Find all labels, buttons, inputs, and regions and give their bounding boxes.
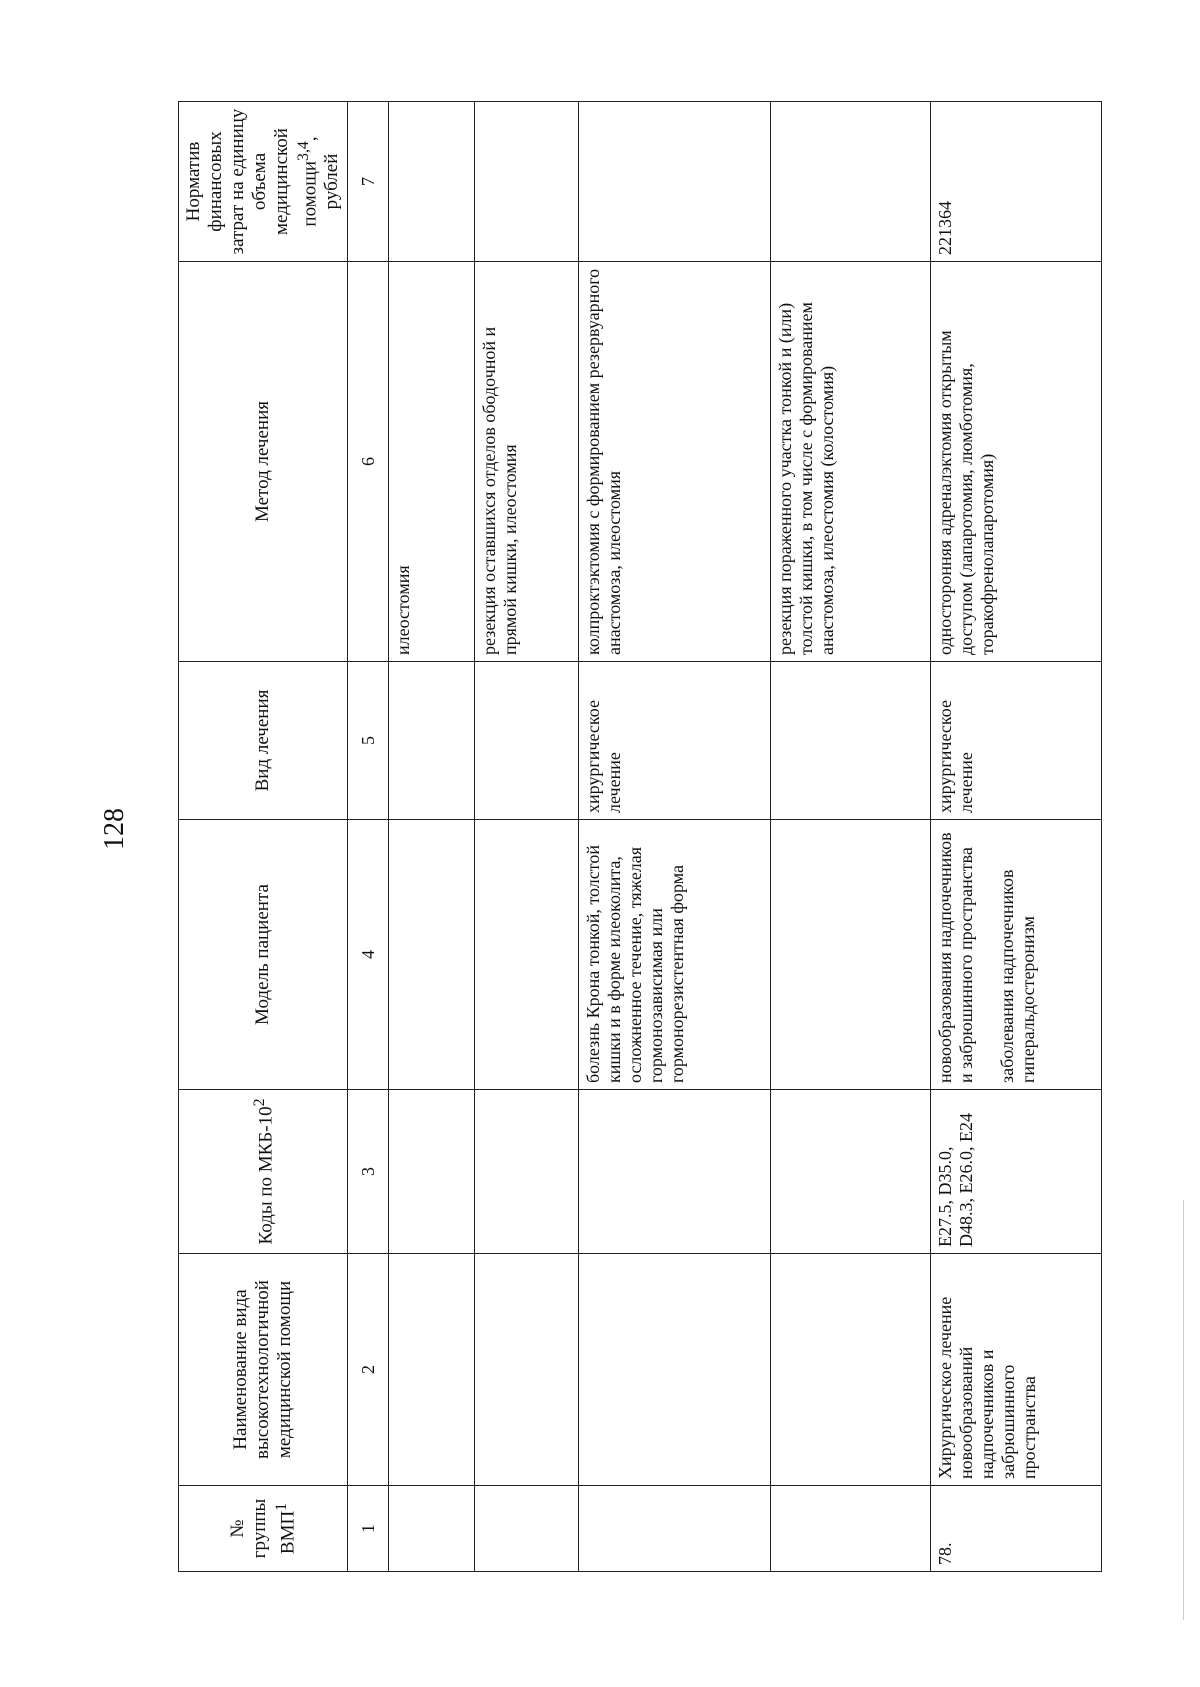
header-treatment-method: Метод лечения <box>179 262 348 662</box>
header-icd-codes: Коды по МКБ-$10^2$ <box>179 1090 348 1254</box>
header-group-number: № группы ВМП$^1$ <box>179 1486 348 1572</box>
table-row <box>579 102 771 1572</box>
patient-model-a: новообразования надпочечников и забрюшинного пространства <box>935 832 977 1083</box>
vmp-table <box>178 101 1102 1572</box>
col-number: 2 <box>348 1254 389 1486</box>
header-treatment-type: Вид лечения <box>179 662 348 820</box>
col-number: 3 <box>348 1090 389 1254</box>
group-number-cell: 78. <box>931 1486 1102 1572</box>
patient-model-cell: болезнь Крона тонкой, толстой кишки и в форме илеоколита, осложненное течение, тяжелая гормонозависимая или гормонорезистентная форма <box>579 820 771 1090</box>
method-cell: колпроктэктомия с формированием резервуарного анастомоза, илеостомия <box>579 262 771 662</box>
treatment-type-cell: хирургическое лечение <box>931 662 1102 820</box>
col-number: 5 <box>348 662 389 820</box>
header-patient-model: Модель пациента <box>179 820 348 1090</box>
column-number-row <box>348 102 389 1572</box>
patient-model-b: заболевания надпочечников гиперальдостеронизм <box>997 869 1039 1083</box>
scan-edge-line <box>1183 1200 1184 1620</box>
col-number: 4 <box>348 820 389 1090</box>
table-row <box>931 102 1102 1572</box>
col-number: 7 <box>348 102 389 262</box>
col-number: 1 <box>348 1486 389 1572</box>
page-number: 128 <box>99 808 130 850</box>
method-cell: односторонняя адреналэктомия открытым доступом (лапаротомия, люмботомия, торакофренолапаротомия) <box>931 262 1102 662</box>
patient-model-cell <box>931 820 1102 1090</box>
cost-cell: 221364 <box>931 102 1102 262</box>
icd-codes-cell: E27.5, D35.0, D48.3, E26.0, E24 <box>931 1090 1102 1254</box>
rotated-table-container <box>178 102 1102 1572</box>
method-cell: илеостомия <box>389 262 475 662</box>
method-cell: резекция пораженного участка тонкой и (или) толстой кишки, в том числе с формированием анастомоза, илеостомия (колостомия) <box>771 262 931 662</box>
header-cost-standard: Норматив финансовых затрат на единицу объема медицинской помощи$^{3,4}$, рублей <box>179 102 348 262</box>
table-row <box>389 102 475 1572</box>
table-row <box>475 102 579 1572</box>
col-number: 6 <box>348 262 389 662</box>
method-cell: резекция оставшихся отделов ободочной и прямой кишки, илеостомия <box>475 262 579 662</box>
table-row <box>771 102 931 1572</box>
vmp-name-cell: Хирургическое лечение новообразований надпочечников и забрюшинного пространства <box>931 1254 1102 1486</box>
header-vmp-name: Наименование вида высокотехнологичной медицинской помощи <box>179 1254 348 1486</box>
treatment-type-cell: хирургическое лечение <box>579 662 771 820</box>
